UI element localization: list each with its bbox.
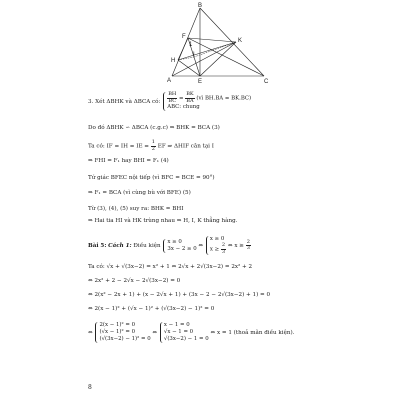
- part3-condition-common-angle: ABC: chung: [167, 104, 200, 110]
- bai5-condition-line: Bài 5: Cách 1: Điều kiện x ≥ 0 3x − 2 ≥ 0 ⇔ x ≥ 0 x ≥ $\frac{2}{3}$ ⇔ x ≥ $\frac{2}{3}$: [88, 236, 250, 255]
- page-number: 8: [88, 384, 92, 391]
- geometry-figure: [160, 2, 280, 84]
- label-C: C: [264, 79, 269, 84]
- solution-step-1: Ta có: √x + √(3x−2) = x² + 1 ⇔ 2√x + 2√(3x−2) = 2x² + 2: [88, 264, 253, 270]
- solution-step-3: ⇔ 2(x² − 2x + 1) + (x − 2√x + 1) + (3x − 2 − 2√(3x−2) + 1) = 0: [88, 292, 271, 298]
- label-K: K: [238, 38, 243, 44]
- bai5-method: Cách 1:: [108, 243, 132, 249]
- proof-line-4: Tứ giác BFEC nội tiếp (vì BFC = BCE = 90°): [88, 175, 215, 181]
- proof-line-3: ⇒ FHI = F₁ hay BHI = F₁ (4): [88, 158, 169, 164]
- final-answer: ⇔ x = 1 (thoả mãn điều kiện).: [210, 330, 295, 336]
- system-linear: x − 1 = 0 √x − 1 = 0 √(3x−2) − 1 = 0: [159, 322, 209, 343]
- angle-mark-1: 1: [189, 42, 193, 48]
- solution-step-4: ⇔ 2(x − 1)² + (√x − 1)² + (√(3x−2) − 1)² = 0: [88, 306, 215, 312]
- bai5-title: Bài 5:: [88, 243, 107, 249]
- label-B: B: [198, 3, 203, 9]
- part3-conditions: [162, 92, 251, 111]
- solution-step-2: ⇔ 2x² + 2 − 2√x − 2√(3x−2) = 0: [88, 278, 181, 284]
- label-A: A: [167, 78, 172, 84]
- label-F: F: [182, 34, 186, 40]
- condition-system-a: x ≥ 0 3x − 2 ≥ 0: [162, 239, 196, 253]
- solution-system-line: ⇔ 2(x − 1)² = 0 (√x − 1)² = 0 (√(3x−2) − 1)² = 0 ⇔ x − 1 = 0 √x − 1 = 0 √(3x−2) − 1 = 0 ⇔ x = 1 (thoả mãn điều kiện).: [88, 322, 295, 342]
- system-squares: 2(x − 1)² = 0 (√x − 1)² = 0 (√(3x−2) − 1)² = 0: [94, 322, 150, 343]
- condition-system-b: x ≥ 0 x ≥ $\frac{2}{3}$: [205, 236, 226, 255]
- label-E: E: [198, 79, 203, 84]
- proof-line-6: Từ (3), (4), (5) suy ra: BHK = BHI: [88, 206, 184, 212]
- part3-intro: 3. Xét ΔBHK và ΔBCA có:: [88, 99, 161, 105]
- label-I: I: [193, 52, 195, 58]
- proof-line-2: Ta có: IF = IH = IE = $\frac{1}{2}$ EF ⇒ ΔHIF cân tại I: [88, 139, 214, 152]
- part3-condition-ratio: $\frac{BH}{BC}$ = $\frac{BK}{BA}$ (vì BH.BA = BK.BC): [168, 91, 252, 104]
- proof-line-7: ⇒ Hai tia HI và HK trùng nhau ⇒ H, I, K thẳng hàng.: [88, 218, 238, 224]
- proof-line-5: ⇒ F₁ = BCA (vì cùng bù với BFE) (5): [88, 190, 191, 196]
- label-H: H: [171, 58, 176, 64]
- part3-line: [88, 92, 251, 111]
- proof-line-1: Do đó ΔBHK ∽ ΔBCA (c.g.c) ⇒ BHK = BCA (3): [88, 125, 220, 131]
